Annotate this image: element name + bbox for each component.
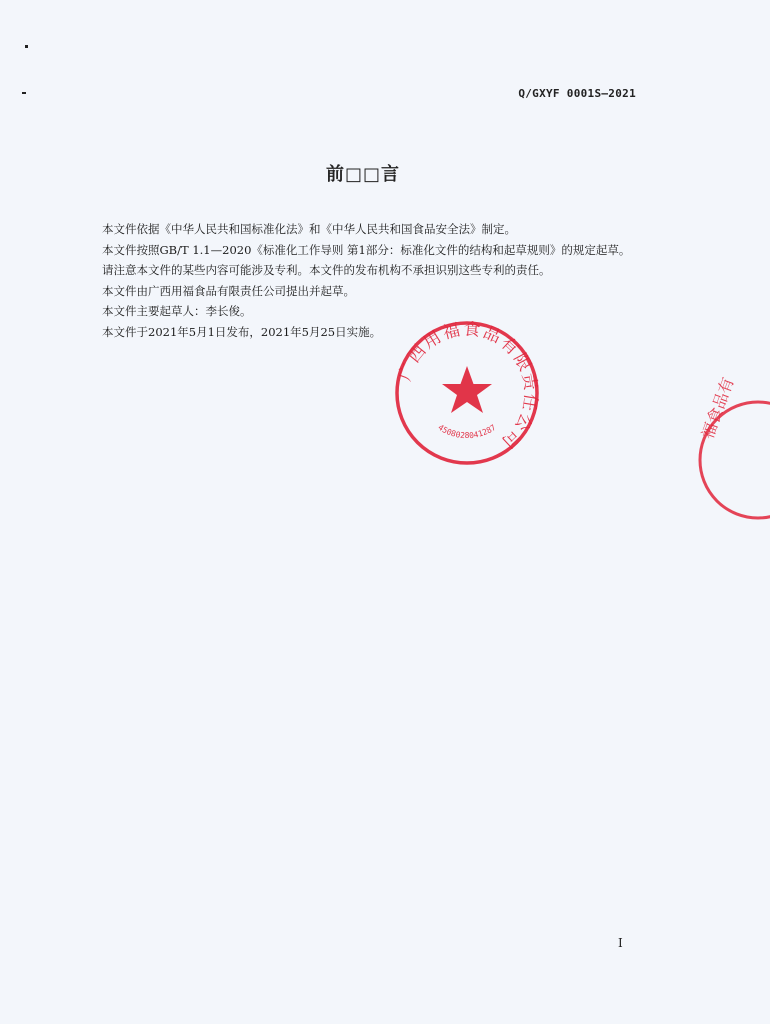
scan-speck [25, 45, 28, 48]
paragraph: 本文件按照GB/T 1.1—2020《标准化工作导则 第1部分：标准化文件的结构和起草规则》的规定起草。 [102, 242, 631, 257]
paragraph: 本文件由广西用福食品有限责任公司提出并起草。 [102, 283, 355, 298]
partial-seal-text: 福食品有 [697, 374, 738, 442]
paragraph: 请注意本文件的某些内容可能涉及专利。本文件的发布机构不承担识别这些专利的责任。 [102, 263, 551, 277]
document-code: Q/GXYF 0001S—2021 [518, 87, 636, 100]
seal-star [442, 366, 492, 413]
paragraph: 本文件于2021年5月1日发布，2021年5月25日实施。 [102, 324, 382, 339]
paragraph: 本文件主要起草人：李长俊。 [102, 304, 252, 318]
page-number: I [618, 936, 623, 950]
foreword-body [80, 219, 650, 342]
page-title: 前□□言 [325, 164, 400, 185]
seal-company-text: 广西用福食品有限责任公司 [395, 319, 541, 453]
company-seal [392, 318, 542, 468]
partial-seal [690, 374, 770, 525]
paragraph: 本文件依据《中华人民共和国标准化法》和《中华人民共和国食品安全法》制定。 [102, 222, 516, 236]
seal-number: 4508028041287 [436, 422, 498, 441]
scan-speck [22, 92, 26, 94]
